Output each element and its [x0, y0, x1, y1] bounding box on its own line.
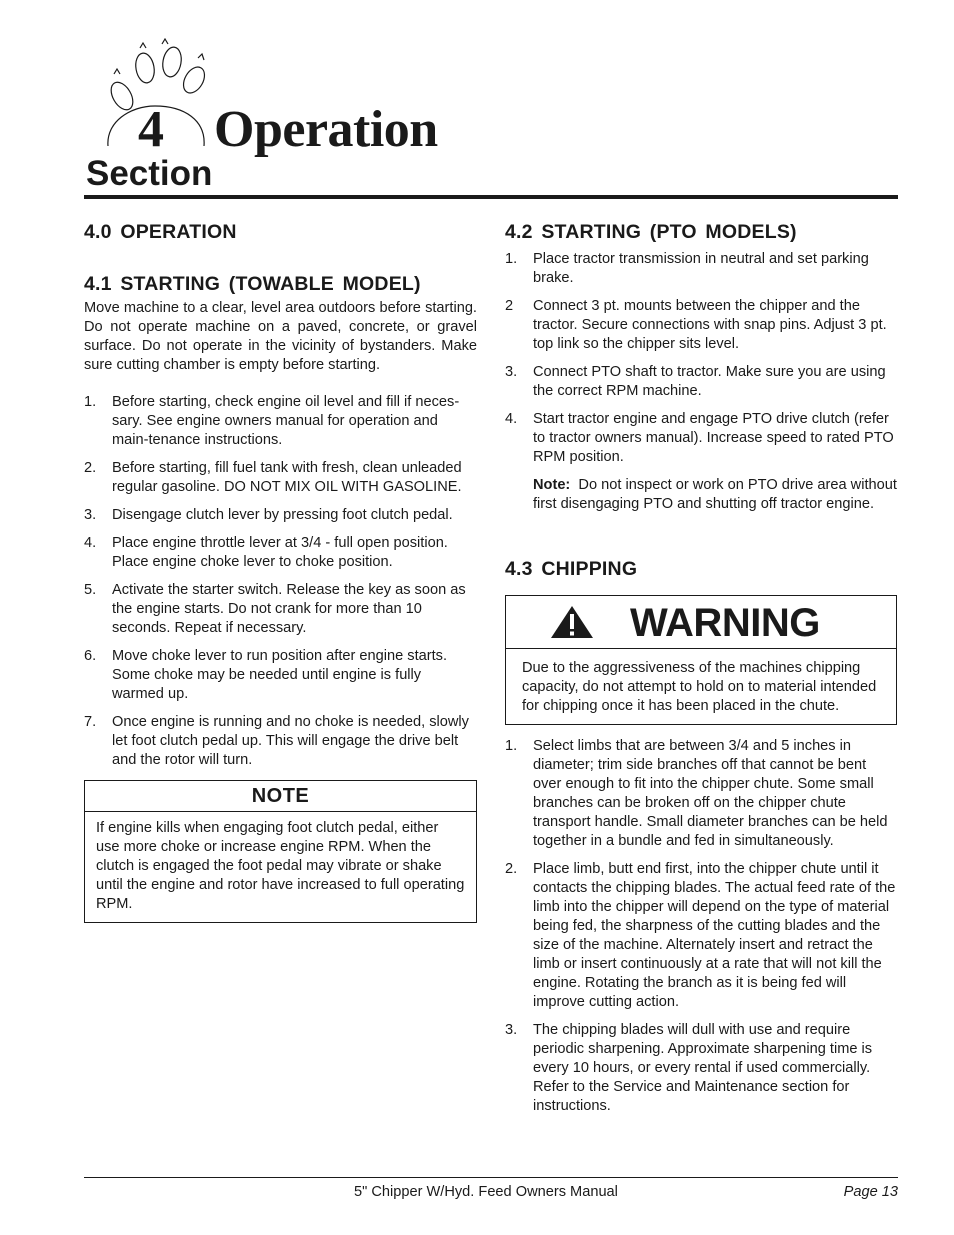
warning-title: WARNING	[630, 601, 820, 645]
pto-note-text: Do not inspect or work on PTO drive area without first disengaging PTO and shutting off tractor engine.	[533, 477, 897, 512]
warning-text: Due to the aggressiveness of the machines chipping capacity, do not attempt to hold on to material intended for chipping once it has been placed in the chute.	[522, 660, 877, 714]
section-label: Section	[86, 154, 213, 193]
heading-operation: 4.0 OPERATION	[84, 221, 237, 243]
list-item: 3. Connect PTO shaft to tractor. Make sure you are using the correct RPM machine.	[505, 364, 886, 399]
footer-manual-title: 5" Chipper W/Hyd. Feed Owners Manual	[354, 1184, 618, 1200]
header-rule	[84, 195, 898, 199]
note-box	[84, 780, 477, 923]
list-item: 1. Select limbs that are between 3/4 and 5 inches in diameter; trim side branches off that cannot be bent over enough to fit into the chipper chute. Some small branches can be broken off on the chipper chute transport handle. Small diameter branches can be held together in a bundle and fed in simultaneously.	[505, 738, 888, 849]
pto-note-label: Note:	[533, 477, 571, 493]
footer-rule	[84, 1177, 898, 1178]
warning-triangle-icon	[550, 605, 594, 639]
towable-intro-paragraph: Move machine to a clear, level area outdoors before starting. Do not operate machine on a paved, concrete, or gravel surface. Do not operate in the vicinity of bystanders. Make sure cutting chamber is empty before starting.	[84, 300, 477, 373]
left-column	[84, 218, 477, 923]
pto-steps-list	[505, 250, 897, 467]
list-item: 2. Place limb, butt end first, into the chipper chute until it contacts the chipping blades. The actual feed rate of the limb into the chipper will depend on the type of material being fed, the sharpness of the cutting blades and the size of the machine. Alternately insert and retract the limb or insert continuously at a rate that will not kill the engine. Rotating the branch as it is being fed will improve cutting action.	[505, 861, 896, 1010]
heading-starting-towable: 4.1 STARTING (TOWABLE MODEL)	[84, 273, 421, 295]
list-item: 4. Start tractor engine and engage PTO drive clutch (refer to tractor owners manual). Increase speed to rated PTO RPM position.	[505, 411, 894, 465]
section-number: 4	[138, 101, 164, 158]
list-item: 3. Disengage clutch lever by pressing foot clutch pedal.	[84, 507, 453, 523]
note-text: If engine kills when engaging foot clutch pedal, either use more choke or increase engine RPM. When the clutch is engaged the foot pedal may vibrate or shake until the engine and rotor have increased to full operating RPM.	[96, 820, 465, 912]
heading-chipping: 4.3 CHIPPING	[505, 558, 638, 580]
warning-box	[505, 595, 897, 725]
pto-note	[533, 476, 897, 514]
section-title: Operation	[214, 101, 438, 158]
heading-starting-pto: 4.2 STARTING (PTO MODELS)	[505, 221, 797, 243]
warning-header	[506, 596, 896, 649]
list-item: 6. Move choke lever to run position after engine starts. Some choke may be needed until engine is fully warmed up.	[84, 648, 448, 702]
list-item: 2. Before starting, fill fuel tank with fresh, clean unleaded regular gasoline. DO NOT MIX OIL WITH GASOLINE.	[84, 460, 462, 495]
list-item: 2 Connect 3 pt. mounts between the chipper and the tractor. Secure connections with snap pins. Adjust 3 pt. top link so the chipper sits level.	[505, 298, 887, 352]
list-item: 7. Once engine is running and no choke is needed, slowly let foot clutch pedal up. This will engage the drive belt and the rotor will turn.	[84, 714, 469, 768]
paw-logo-icon	[100, 38, 230, 158]
note-title: NOTE	[85, 781, 476, 812]
right-column	[505, 218, 897, 1125]
list-item: 1. Before starting, check engine oil level and fill if neces-sary. See engine owners manual for operation and main-tenance instructions.	[84, 394, 460, 448]
footer-page-number: Page 13	[843, 1184, 898, 1200]
list-item: 5. Activate the starter switch. Release the key as soon as the engine starts. Do not crank for more than 10 seconds. Repeat if necessary.	[84, 582, 466, 636]
towable-steps-list	[84, 393, 477, 770]
chipping-steps-list	[505, 737, 897, 1116]
list-item: 3. The chipping blades will dull with use and require periodic sharpening. Approximate sharpening time is every 10 hours, or every rental if used commercially. Refer to the Service and Maintenance section for instructions.	[505, 1022, 873, 1114]
list-item: 1. Place tractor transmission in neutral and set parking brake.	[505, 251, 869, 286]
list-item: 4. Place engine throttle lever at 3/4 - full open position. Place engine choke lever to choke position.	[84, 535, 448, 570]
